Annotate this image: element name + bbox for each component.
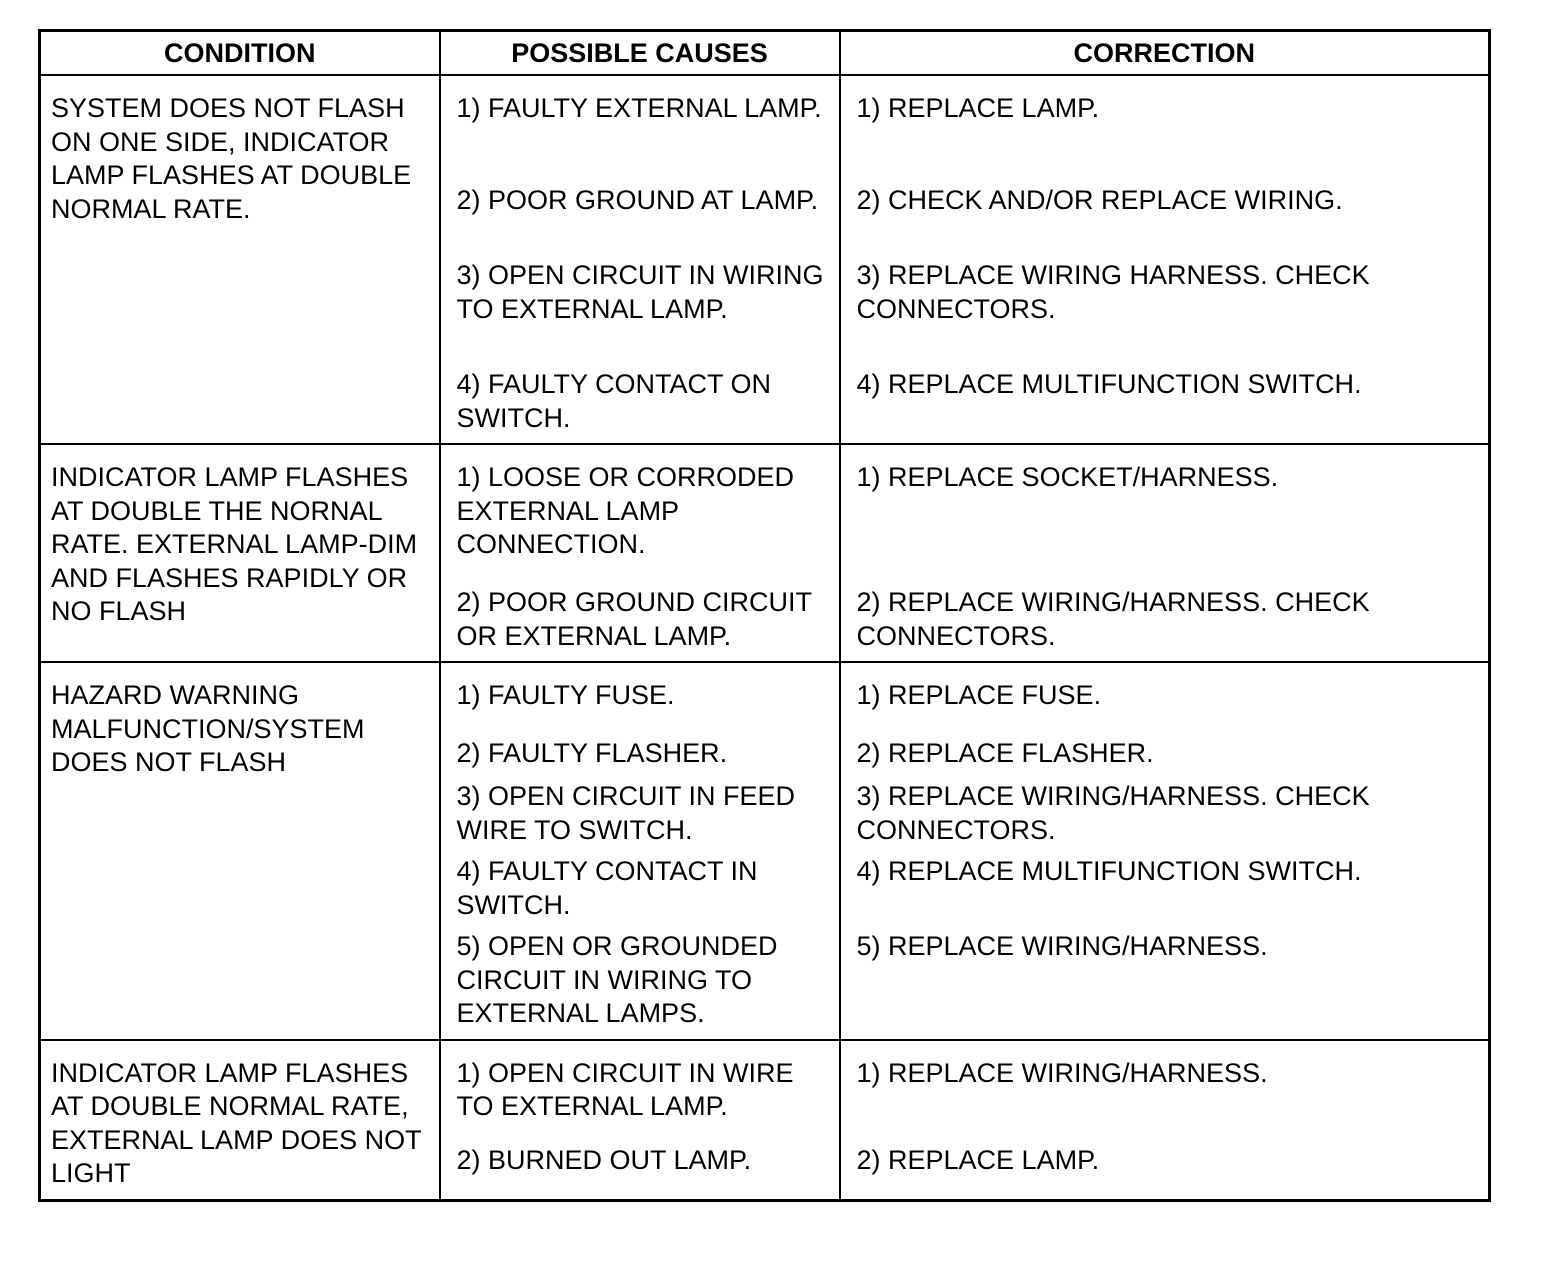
causes-cell (440, 662, 840, 1040)
corrections-cell (840, 75, 1490, 444)
condition-cell (40, 662, 440, 1040)
correction-item: 3) REPLACE WIRING/HARNESS. CHECK CONNECTORS. (856, 781, 1370, 845)
causes-cell (440, 444, 840, 662)
correction-item: 1) REPLACE WIRING/HARNESS. (856, 1057, 1268, 1088)
table-row (40, 1040, 1490, 1201)
correction-item: 2) REPLACE WIRING/HARNESS. CHECK CONNECTORS. (856, 587, 1370, 651)
correction-item: 2) REPLACE LAMP. (856, 1144, 1100, 1175)
cause-item: 1) FAULTY EXTERNAL LAMP. (456, 93, 822, 123)
correction-item: 4) REPLACE MULTIFUNCTION SWITCH. (856, 369, 1362, 399)
correction-item: 5) REPLACE WIRING/HARNESS. (856, 931, 1268, 961)
correction-item: 1) REPLACE LAMP. (856, 93, 1100, 123)
cause-item: 4) FAULTY CONTACT ON SWITCH. (456, 369, 772, 433)
condition-text: HAZARD WARNING MALFUNCTION/SYSTEM DOES NOT FLASH (51, 680, 365, 777)
cause-item: 2) BURNED OUT LAMP. (456, 1144, 752, 1175)
cause-item: 5) OPEN OR GROUNDED CIRCUIT IN WIRING TO EXTERNAL LAMPS. (456, 931, 778, 1028)
header-possible-causes: POSSIBLE CAUSES (440, 31, 840, 76)
condition-cell (40, 1040, 440, 1201)
corrections-cell (840, 444, 1490, 662)
header-correction: CORRECTION (840, 31, 1490, 76)
condition-cell (40, 444, 440, 662)
table-row (40, 444, 1490, 662)
header-condition: CONDITION (40, 31, 440, 76)
condition-text: SYSTEM DOES NOT FLASH ON ONE SIDE, INDICATOR LAMP FLASHES AT DOUBLE NORMAL RATE. (51, 93, 412, 224)
corrections-cell (840, 1040, 1490, 1201)
table-row (40, 75, 1490, 444)
header-row (40, 31, 1490, 76)
correction-item: 2) REPLACE FLASHER. (856, 738, 1154, 768)
table-row (40, 662, 1490, 1040)
correction-item: 2) CHECK AND/OR REPLACE WIRING. (856, 185, 1343, 215)
correction-item: 3) REPLACE WIRING HARNESS. CHECK CONNECTORS. (856, 260, 1370, 324)
cause-item: 1) OPEN CIRCUIT IN WIRE TO EXTERNAL LAMP. (456, 1057, 794, 1121)
causes-cell (440, 1040, 840, 1201)
cause-item: 2) FAULTY FLASHER. (456, 738, 728, 768)
cause-item: 3) OPEN CIRCUIT IN WIRING TO EXTERNAL LAMP. (456, 260, 824, 324)
diagnosis-table (38, 29, 1491, 1202)
condition-text: INDICATOR LAMP FLASHES AT DOUBLE THE NORNAL RATE. EXTERNAL LAMP-DIM AND FLASHES RAPIDLY OR NO FLASH (51, 462, 418, 626)
correction-item: 4) REPLACE MULTIFUNCTION SWITCH. (856, 856, 1362, 886)
cause-item: 2) POOR GROUND AT LAMP. (456, 185, 819, 215)
corrections-cell (840, 662, 1490, 1040)
table-header (40, 31, 1490, 76)
cause-item: 1) LOOSE OR CORRODED EXTERNAL LAMP CONNECTION. (456, 462, 795, 559)
cause-item: 2) POOR GROUND CIRCUIT OR EXTERNAL LAMP. (456, 587, 812, 651)
table-body (40, 75, 1490, 1200)
correction-item: 1) REPLACE FUSE. (856, 680, 1102, 710)
causes-cell (440, 75, 840, 444)
correction-item: 1) REPLACE SOCKET/HARNESS. (856, 462, 1279, 492)
condition-text: INDICATOR LAMP FLASHES AT DOUBLE NORMAL RATE, EXTERNAL LAMP DOES NOT LIGHT (51, 1057, 422, 1188)
cause-item: 3) OPEN CIRCUIT IN FEED WIRE TO SWITCH. (456, 781, 796, 845)
cause-item: 1) FAULTY FUSE. (456, 680, 675, 710)
condition-cell (40, 75, 440, 444)
cause-item: 4) FAULTY CONTACT IN SWITCH. (456, 856, 758, 920)
